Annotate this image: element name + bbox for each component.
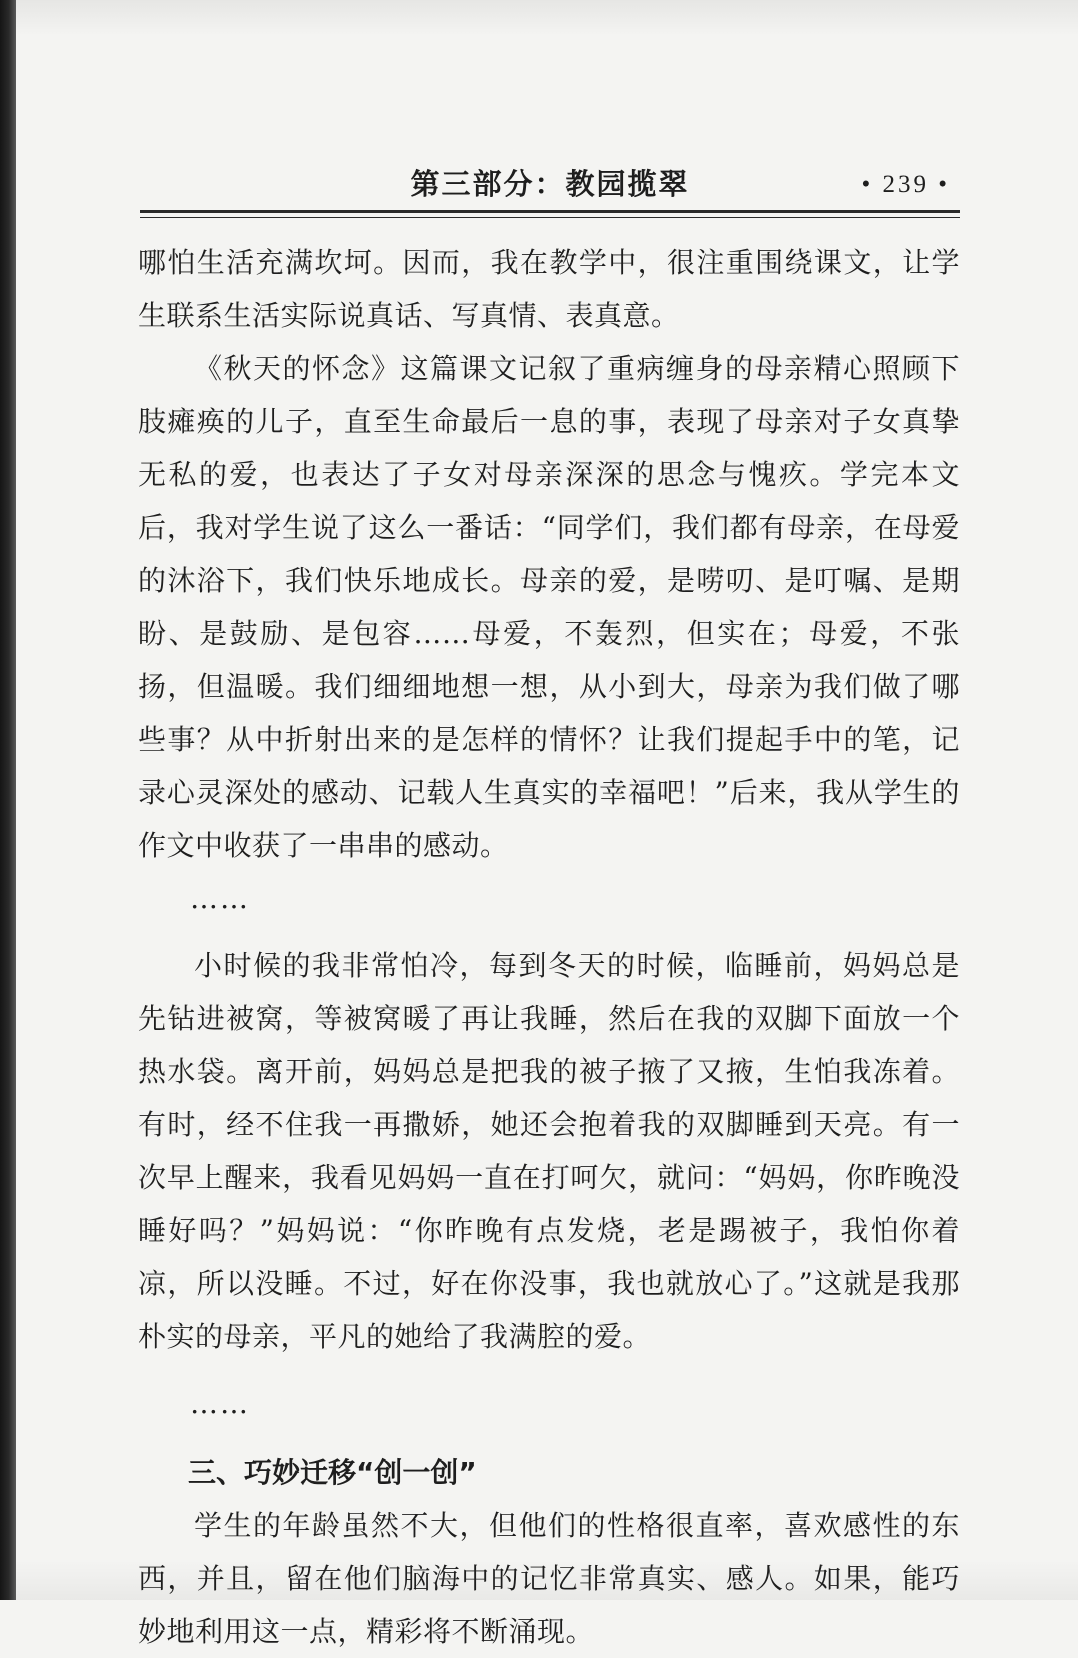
section-heading: 三、巧妙迁移“创一创” (188, 1456, 477, 1489)
paragraph-transfer: 学生的年龄虽然不大，但他们的性格很直率，喜欢感性的东西，并且，留在他们脑海中的记忆非常真实、感人。如果，能巧妙地利用这一点，精彩将不断涌现。 (138, 1509, 960, 1648)
spacer (138, 1430, 960, 1446)
header-rule-thick (140, 210, 960, 213)
paragraph-continuation: 哪怕生活充满坎坷。因而，我在教学中，很注重围绕课文，让学生联系生活实际说真话、写真情、表真意。 (138, 246, 960, 332)
scan-shadow-left (0, 0, 16, 1600)
header-rule-thin (140, 217, 960, 218)
ellipsis-2: …… (190, 1387, 250, 1420)
spacer (138, 1363, 960, 1377)
running-title: 第三部分：教园揽翠 (410, 167, 690, 201)
body-text (138, 236, 960, 1658)
paragraph-student-essay: 小时候的我非常怕冷，每到冬天的时候，临睡前，妈妈总是先钻进被窝，等被窝暖了再让我睡，然后在我的双脚下面放一个热水袋。离开前，妈妈总是把我的被子掖了又掖，生怕我冻着。有时，经不住我一再撒娇，她还会抱着我的双脚睡到天亮。有一次早上醒来，我看见妈妈一直在打呵欠，就问：“妈妈，你昨晚没睡好吗？”妈妈说：“你昨晚有点发烧，老是踢被子，我怕你着凉，所以没睡。不过，好在你没事，我也就放心了。”这就是我那朴实的母亲，平凡的她给了我满腔的爱。 (138, 949, 960, 1353)
paragraph-autumn-memory: 《秋天的怀念》这篇课文记叙了重病缠身的母亲精心照顾下肢瘫痪的儿子，直至生命最后一息的事，表现了母亲对子女真挚无私的爱，也表达了子女对母亲深深的思念与愧疚。学完本文后，我对学生说了这么一番话：“同学们，我们都有母亲，在母爱的沐浴下，我们快乐地成长。母亲的爱，是唠叨、是叮嘱、是期盼、是鼓励、是包容……母爱，不轰烈，但实在；母爱，不张扬，但温暖。我们细细地想一想，从小到大，母亲为我们做了哪些事？从中折射出来的是怎样的情怀？让我们提起手中的笔，记录心灵深处的感动、记载人生真实的幸福吧！”后来，我从学生的作文中收获了一串串的感动。 (138, 352, 960, 862)
page-number: • 239 • (861, 171, 950, 198)
spacer (138, 925, 960, 939)
page-header (140, 164, 960, 208)
scan-shadow-top (16, 0, 1078, 36)
ellipsis-1: …… (190, 882, 250, 915)
